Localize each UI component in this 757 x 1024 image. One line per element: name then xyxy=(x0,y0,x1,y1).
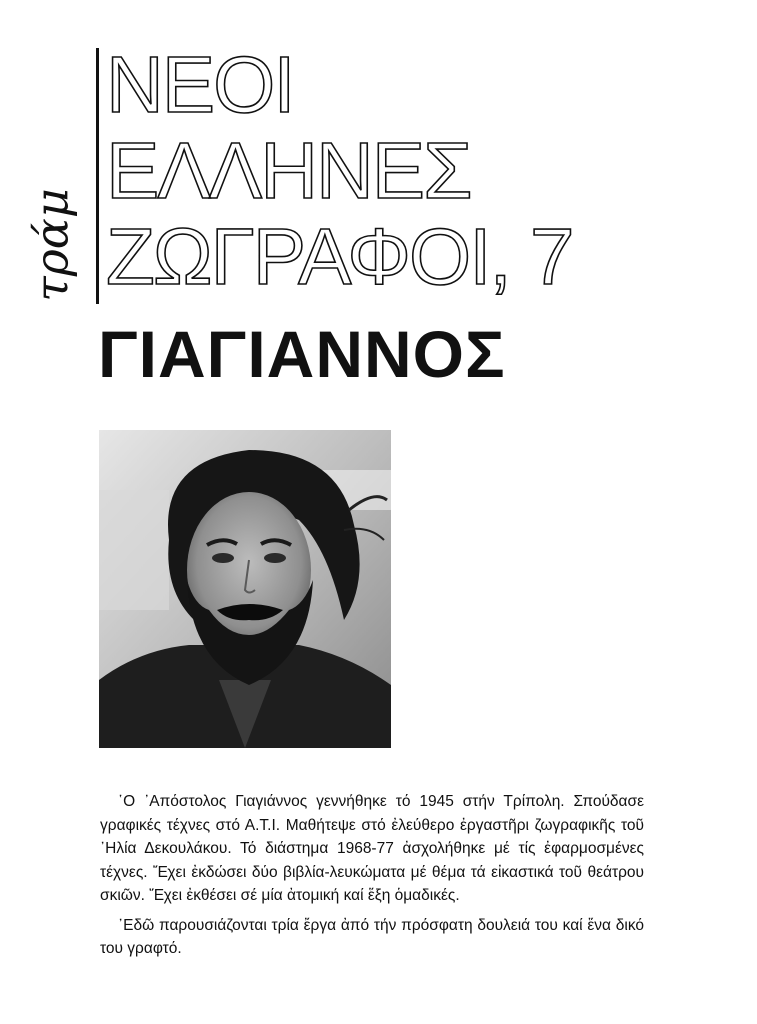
title-divider-bar xyxy=(96,48,99,304)
series-title-line-3: ΖΩΓΡΑΦΟΙ, 7 xyxy=(106,212,573,301)
artist-portrait-photo xyxy=(99,430,391,748)
series-title-line-2: ΕΛΛΗΝΕΣ xyxy=(106,126,471,215)
series-title xyxy=(106,42,572,300)
magazine-logo-vertical xyxy=(22,180,82,310)
series-title-line-1: ΝΕΟΙ xyxy=(106,40,294,129)
artist-surname-heading: ΓΙΑΓΙΑΝΝΟΣ xyxy=(98,317,506,391)
bio-paragraph-2: ᾿Εδῶ παρουσιάζονται τρία ἔργα ἀπό τήν πρόσφατη δουλειά του καί ἕνα δικό του γραφτό. xyxy=(100,916,644,957)
magazine-logo-text: τράμ xyxy=(25,188,80,302)
artist-biography xyxy=(100,790,644,967)
portrait-illustration xyxy=(99,430,391,748)
bio-paragraph-1: ῾Ο ᾿Απόστολος Γιαγιάννος γεννήθηκε τό 1945 στήν Τρίπολη. Σπούδασε γραφικές τέχνες στό Α.Τ.Ι. Μαθήτεψε στό ἐλεύθερο ἐργαστῆρι ζωγραφικῆς τοῦ ᾿Ηλία Δεκουλάκου. Τό διάστημα 1968-77 ἀσχολήθηκε μέ τίς ἐφαρμοσμένες τέχνες. Ἔχει ἐκδώσει δύο βιβλία-λευκώματα μέ θέμα τά εἰκαστικά τοῦ θεάτρου σκιῶν. Ἔχει ἐκθέσει σέ μία ἀτομική καί ἕξη ὁμαδικές. xyxy=(100,793,644,904)
